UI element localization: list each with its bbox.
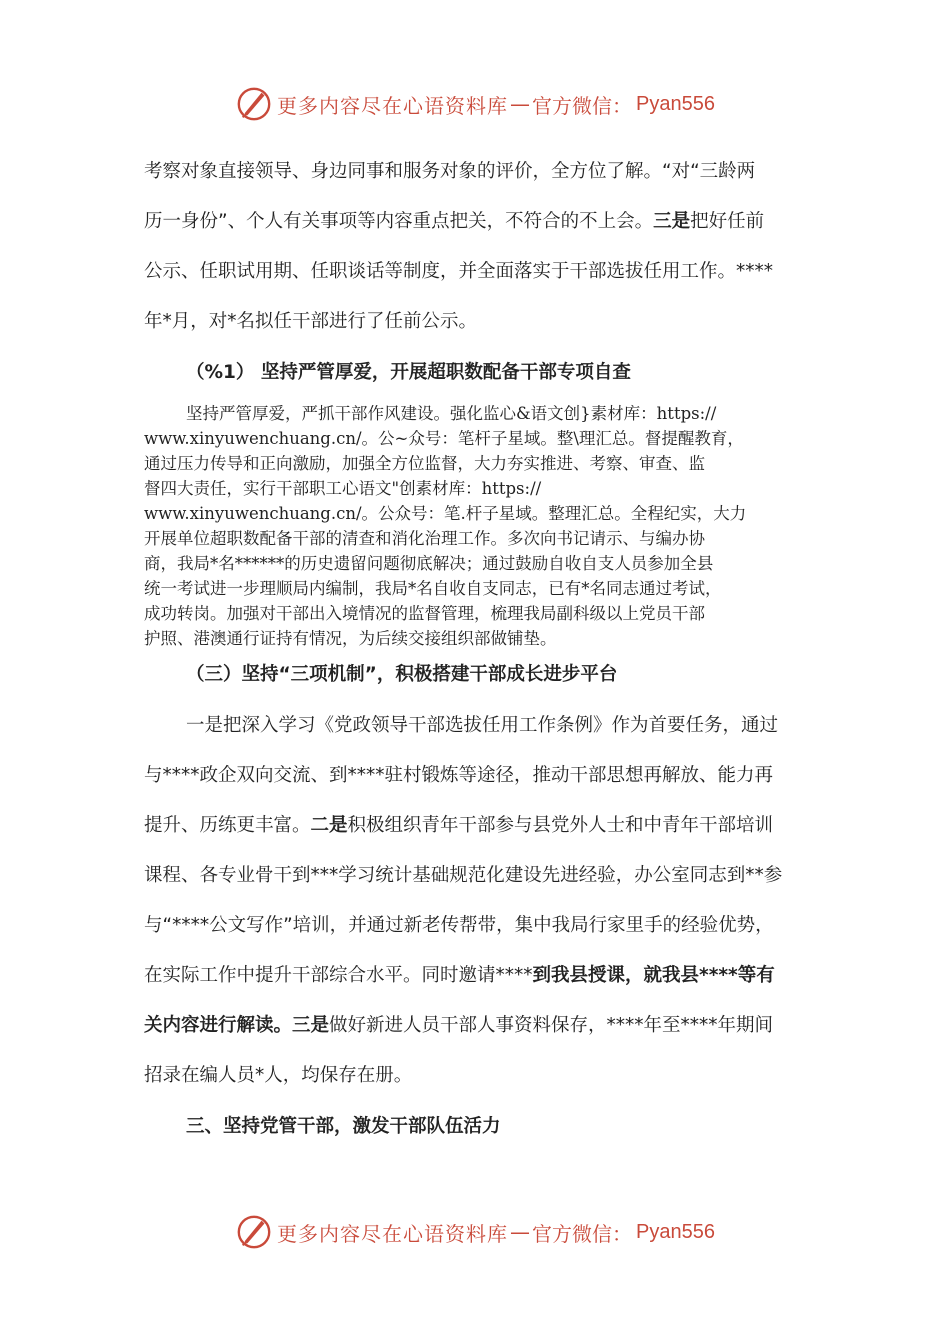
footer-banner — [0, 1210, 950, 1254]
text-run: 把好任前 — [690, 211, 765, 232]
text-run: 提升、历练更丰富。 — [144, 815, 311, 836]
paragraph-line — [144, 207, 812, 233]
bold-text-run: 二是 — [310, 815, 348, 836]
serif-line: 成功转岗。加强对干部出入境情况的监督管理，梳理我局副科级以上党员干部 — [144, 604, 705, 623]
serif-line: www.xinyuwenchuang.cn/。公~众号：笔杆子星域。整\理汇总。督提醒教育， — [144, 429, 744, 448]
quill-pen-logo-icon — [235, 1213, 273, 1251]
paragraph-line: 一是把深入学习《党政领导干部选拔任用工作条例》作为首要任务，通过 — [186, 715, 779, 736]
bold-text-run: 三是 — [653, 211, 691, 232]
text-run: 历一身份”、个人有关事项等内容重点把关，不符合的不上会。 — [144, 211, 654, 232]
banner-separator: — — [510, 92, 531, 116]
text-run: 做好新进人员干部人事资料保存，****年至****年期间 — [329, 1015, 774, 1036]
quill-pen-logo-icon — [235, 85, 273, 123]
section-heading: 三、坚持党管干部，激发干部队伍活力 — [186, 1116, 501, 1137]
paragraph-line: 招录在编人员*人，均保存在册。 — [144, 1065, 413, 1086]
paragraph-line — [144, 811, 812, 837]
paragraph-line — [144, 1011, 812, 1037]
serif-line: 坚持严管厚爱，严抓干部作风建设。强化监心&语文创}素材库：https:// — [186, 404, 717, 423]
banner-wechat-id: Pyan556 — [636, 92, 715, 115]
serif-line: www.xinyuwenchuang.cn/。公众号：笔.杆子星域。整理汇总。全程纪实，大力 — [144, 504, 747, 523]
paragraph-line: 与****政企双向交流、到****驻村锻炼等途径，推动干部思想再解放、能力再 — [144, 765, 774, 786]
serif-line: 商，我局*名******的历史遗留问题彻底解决；通过鼓励自收自支人员参加全县 — [144, 554, 714, 573]
paragraph-line: 与“****公文写作”培训，并通过新老传帮带，集中我局行家里手的经验优势， — [144, 915, 774, 936]
bold-text-run: 到我县授课，就我县****等有 — [532, 965, 775, 986]
section-heading: （%1） 坚持严管厚爱，开展超职数配备干部专项自查 — [186, 362, 631, 383]
banner-official-account-label: 官方微信： — [532, 93, 633, 118]
section-heading: （三）坚持“三项机制”，积极搭建干部成长进步平台 — [186, 664, 618, 685]
banner-text: 更多内容尽在心语资料库 — [277, 93, 509, 118]
header-banner — [0, 82, 950, 126]
bold-text-run: 关内容进行解读。 — [144, 1015, 293, 1036]
banner-official-account-label: 官方微信： — [532, 1221, 633, 1246]
serif-line: 护照、港澳通行证持有情况，为后续交接组织部做铺垫。 — [144, 629, 557, 648]
serif-line: 督四大责任，实行干部职工心语文"创素材库：https:// — [144, 479, 542, 498]
paragraph-line: 课程、各专业骨干到***学习统计基础规范化建设先进经验，办公室同志到**参 — [144, 865, 783, 886]
banner-text: 更多内容尽在心语资料库 — [277, 1221, 509, 1246]
text-run: 积极组织青年干部参与县党外人士和中青年干部培训 — [347, 815, 774, 836]
serif-line: 开展单位超职数配备干部的清查和消化治理工作。多次向书记请示、与编办协 — [144, 529, 705, 548]
serif-line: 统一考试进一步理顺局内编制，我局*名自收自支同志，已有*名同志通过考试， — [144, 579, 722, 598]
banner-wechat-id: Pyan556 — [636, 1220, 715, 1243]
bold-text-run: 三是 — [292, 1015, 330, 1036]
serif-line: 通过压力传导和正向激励，加强全方位监督，大力夯实推进、考察、审查、监 — [144, 454, 705, 473]
banner-separator: — — [510, 1220, 531, 1244]
text-run: 在实际工作中提升干部综合水平。同时邀请**** — [144, 965, 533, 986]
paragraph-line: 公示、任职试用期、任职谈话等制度，并全面落实于干部选拔任用工作。**** — [144, 261, 774, 282]
paragraph-line: 考察对象直接领导、身边同事和服务对象的评价，全方位了解。“对“三龄两 — [144, 161, 756, 182]
paragraph-line: 年*月，对*名拟任干部进行了任前公示。 — [144, 311, 478, 332]
paragraph-line — [144, 961, 812, 987]
